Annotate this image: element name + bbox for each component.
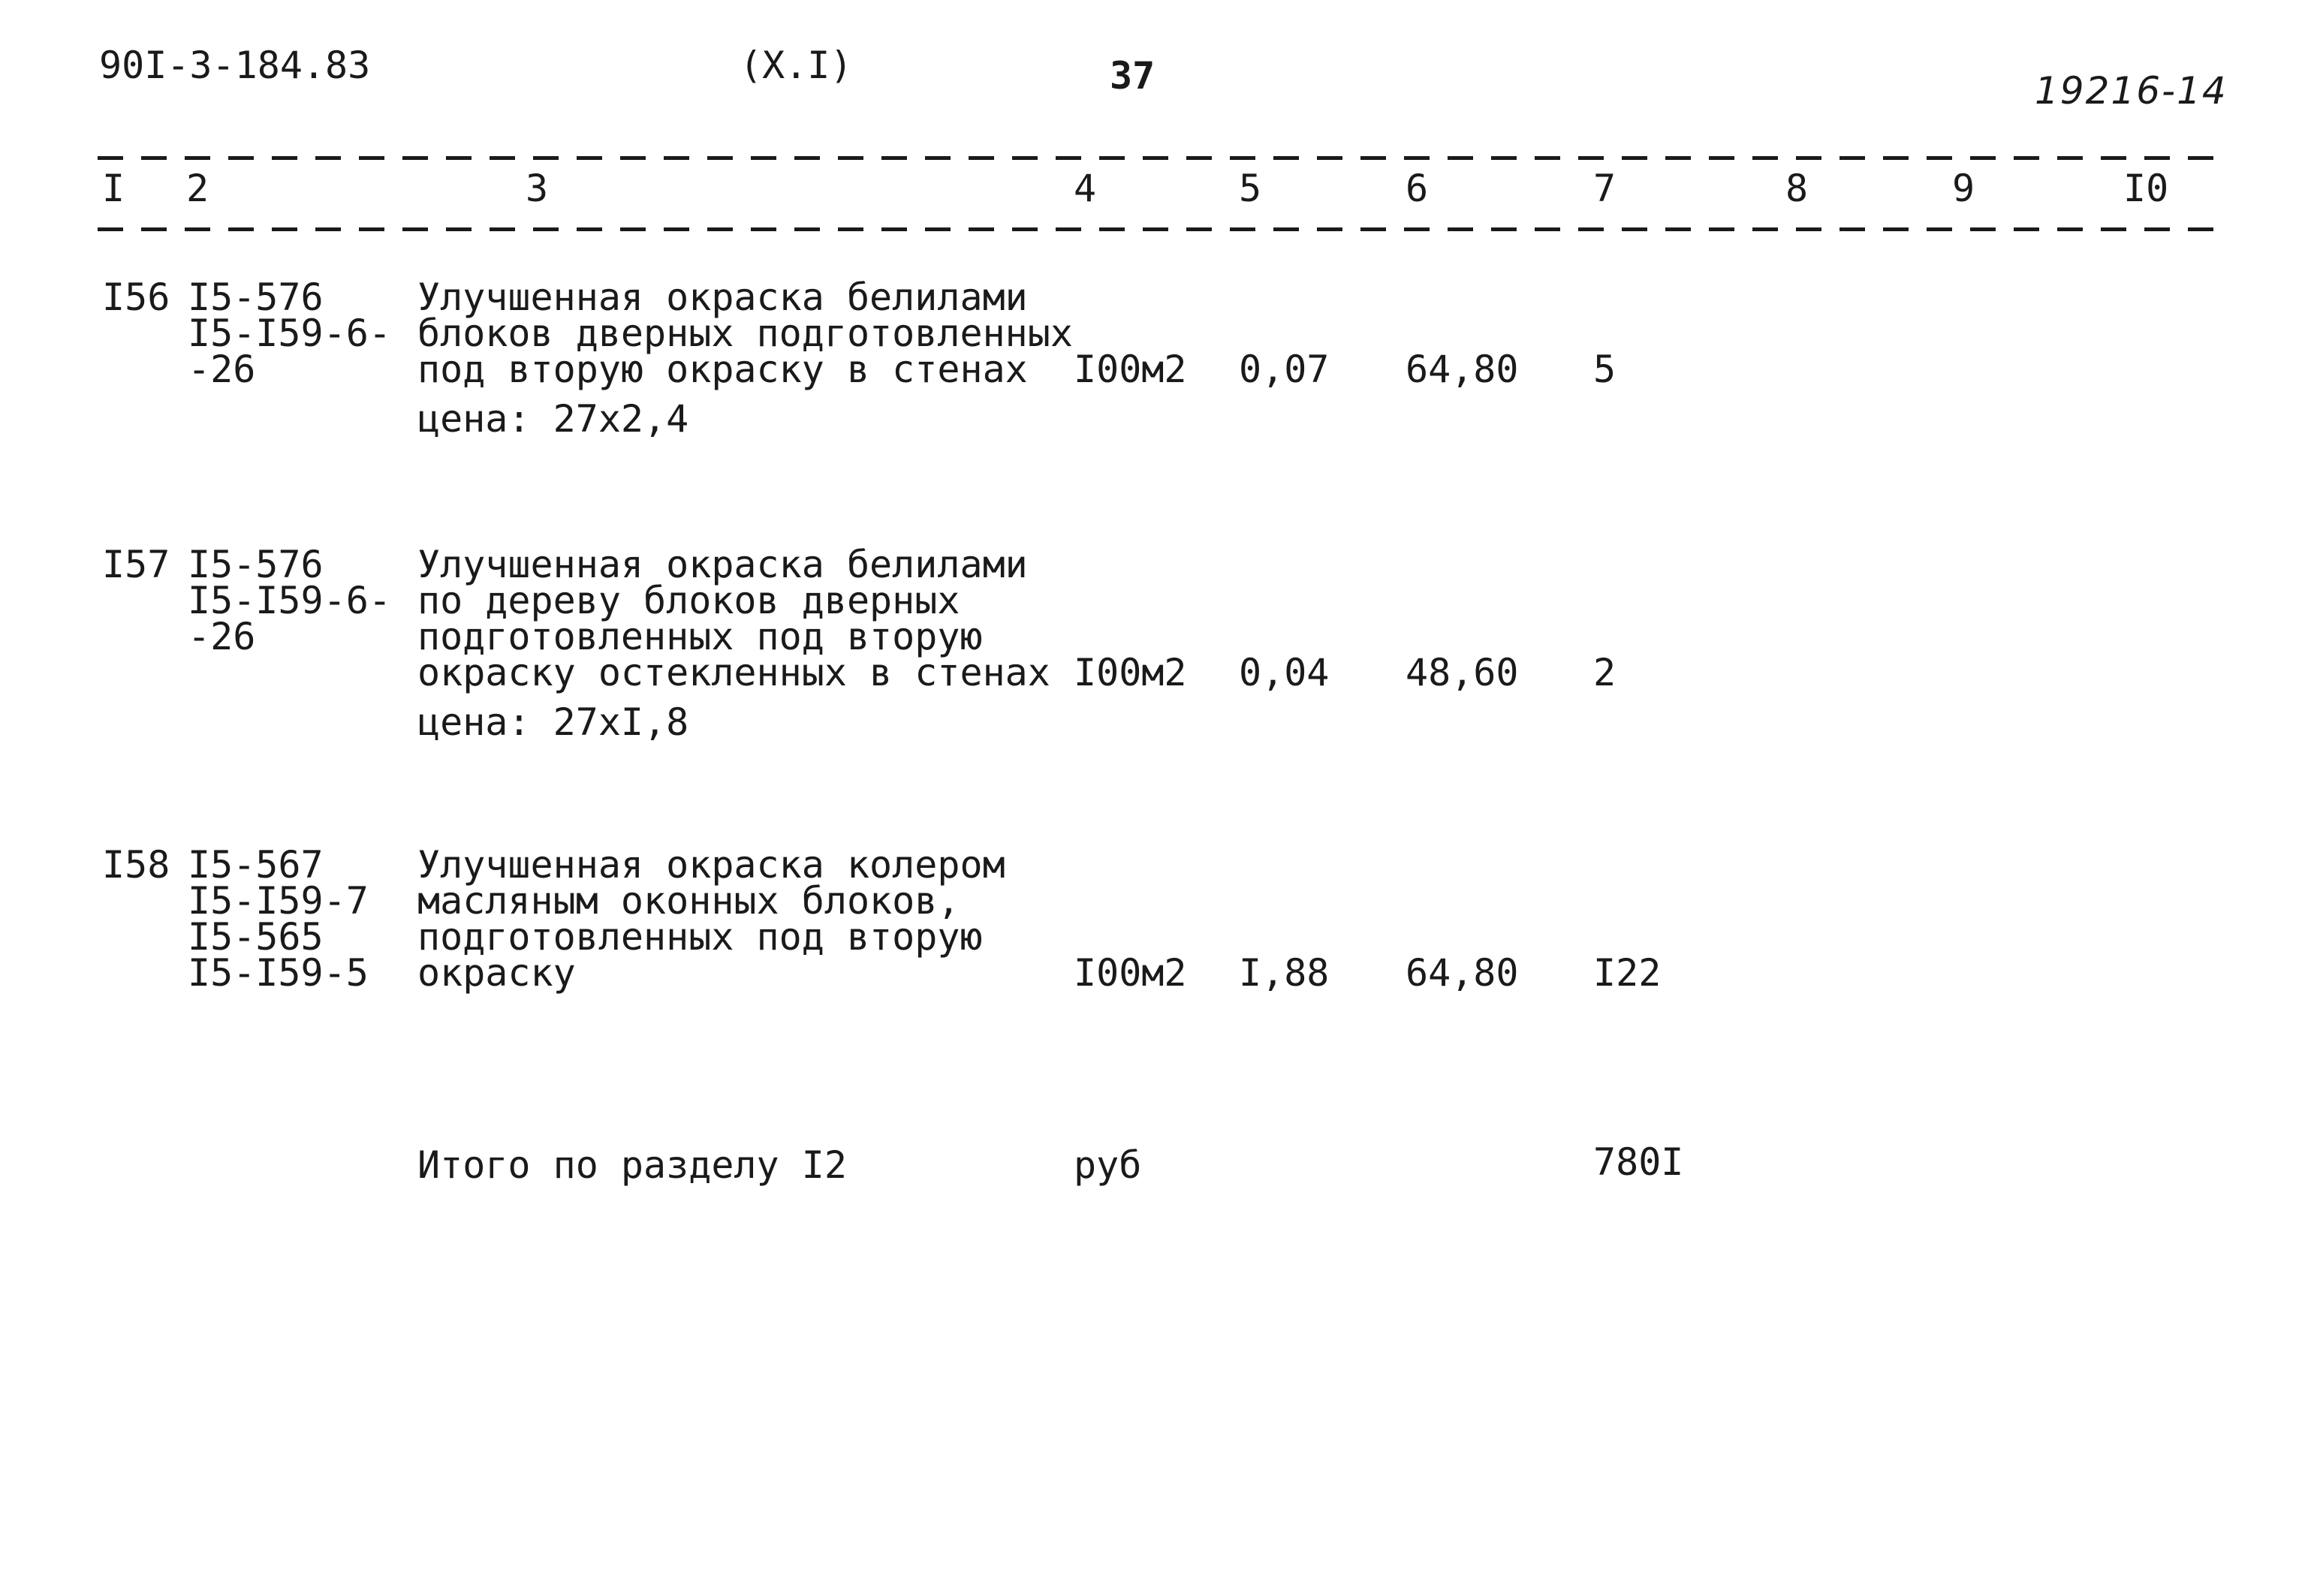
row-rate: 64,80 [1406, 348, 1519, 391]
column-header-1: I [102, 167, 125, 210]
row-unit: I00м2 [1074, 651, 1187, 694]
row-quantity: 0,07 [1239, 348, 1330, 391]
header-rule-bottom [98, 227, 2222, 231]
row-quantity: 0,04 [1239, 651, 1330, 694]
row-rate: 48,60 [1406, 651, 1519, 694]
archive-number: 19216-14 [2035, 69, 2228, 113]
row-price: цена: 27x2,4 [417, 397, 689, 441]
column-header-9: 9 [1952, 167, 1975, 210]
row-rate: 64,80 [1406, 951, 1519, 995]
row-codes: I5-576 I5-I59-6- -26 [188, 276, 391, 391]
row-total: 2 [1593, 651, 1617, 694]
row-codes: I5-567 I5-I59-7 I5-565 I5-I59-5 [188, 843, 369, 995]
column-header-10: I0 [2123, 167, 2169, 210]
column-header-8: 8 [1785, 167, 1809, 210]
row-price: цена: 27xI,8 [417, 700, 689, 744]
row-description: Улучшенная окраска белилами блоков дверных подготовленных под вторую окраску в стенах [417, 276, 1073, 391]
column-header-5: 5 [1239, 167, 1262, 210]
row-number: I58 [102, 843, 170, 887]
column-header-2: 2 [186, 167, 209, 210]
row-unit: I00м2 [1074, 348, 1187, 391]
row-codes: I5-576 I5-I59-6- -26 [188, 543, 391, 658]
row-description: Улучшенная окраска белилами по дереву блоков дверных подготовленных под вторую окраску остекленных в стенах [417, 543, 1050, 694]
column-header-4: 4 [1074, 167, 1097, 210]
page-number: 37 [1110, 54, 1156, 98]
section-label: (X.I) [740, 44, 853, 87]
section-total-unit: руб [1074, 1143, 1142, 1187]
row-unit: I00м2 [1074, 951, 1187, 995]
header-rule-top [98, 156, 2222, 160]
document-code: 90I-3-184.83 [99, 44, 371, 87]
section-total-value: 780I [1593, 1140, 1684, 1184]
section-total-label: Итого по разделу I2 [417, 1143, 847, 1187]
column-header-7: 7 [1593, 167, 1617, 210]
row-number: I57 [102, 543, 170, 586]
column-header-3: 3 [526, 167, 549, 210]
row-quantity: I,88 [1239, 951, 1330, 995]
row-total: I22 [1593, 951, 1662, 995]
row-total: 5 [1593, 348, 1617, 391]
row-number: I56 [102, 276, 170, 319]
column-header-6: 6 [1406, 167, 1429, 210]
row-description: Улучшенная окраска колером масляным оконных блоков, подготовленных под вторую окраску [417, 843, 1005, 995]
